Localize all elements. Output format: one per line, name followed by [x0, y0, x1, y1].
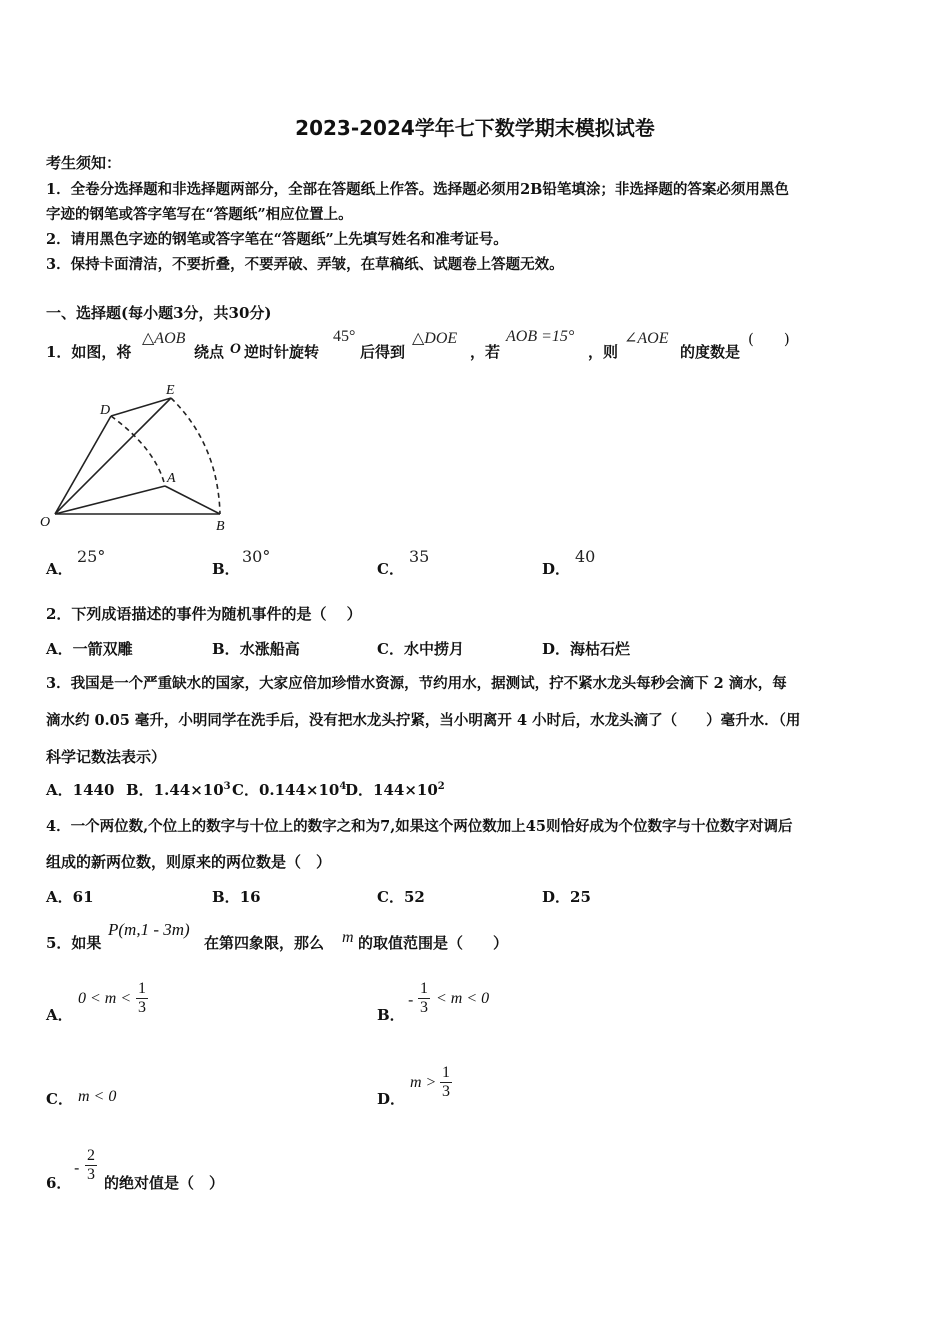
q1-option-d-letter[interactable]: D． [542, 560, 571, 578]
segment-oa [55, 486, 165, 514]
arc-eb [171, 398, 220, 514]
q3-option-a[interactable]: A．1440 [46, 781, 115, 799]
q5-option-d-fraction [440, 1064, 452, 1101]
label-o: O [40, 515, 51, 530]
q4-line-2: 组成的新两位数，则原来的两位数是（ ） [46, 853, 332, 871]
fraction-numerator: 1 [420, 980, 428, 997]
q6-fraction [85, 1147, 97, 1184]
q1-text-3: 逆时针旋转 [244, 343, 320, 361]
q2-option-d[interactable] [542, 638, 630, 659]
fraction-numerator: 1 [138, 980, 146, 997]
q2-option-a-letter: A． [46, 640, 73, 658]
q1-text-6: ，则 [588, 343, 619, 361]
q4-option-d-value: 25 [570, 888, 591, 906]
q3-line-2: 滴水约 0.05 毫升，小明同学在洗手后，没有把水龙头拧紧，当小明离开 4 小时后，水龙头滴了（ ）毫升水．（用 [46, 712, 801, 729]
q1-option-b-value: 30° [242, 547, 271, 566]
q4-option-c-letter: C． [377, 888, 404, 906]
q1-text-2: 绕点 [194, 343, 225, 361]
q5-math-point: P(m,1 - 3m) [108, 920, 190, 939]
q1-text-4: 后得到 [360, 343, 406, 361]
segment-od [55, 416, 111, 514]
q5-option-d-letter[interactable]: D． [377, 1090, 406, 1108]
q1-option-a-letter[interactable]: A． [46, 560, 73, 578]
q1-math-45: 45° [333, 328, 356, 345]
q2-option-d-value: 海枯石烂 [570, 640, 631, 658]
q4-option-c-value: 52 [403, 888, 425, 906]
q2-option-b[interactable] [212, 638, 300, 659]
q5-option-c-expr: m < 0 [78, 1088, 117, 1105]
q4-option-b[interactable] [212, 886, 261, 907]
q1-math-doe: △DOE [412, 330, 458, 347]
q3-option-b-exp: 3 [223, 781, 231, 792]
q1-option-d-value: 40 [575, 547, 596, 566]
q2-option-c-letter: C． [377, 640, 404, 658]
q1-option-b-letter[interactable]: B． [212, 560, 240, 578]
q2-option-a-value: 一箭双雕 [72, 640, 133, 658]
q5-option-b-fraction [418, 980, 430, 1017]
q1-text-1: 1．如图，将 [46, 343, 132, 361]
q3-option-c[interactable] [232, 779, 346, 800]
q1-option-c-letter[interactable]: C． [377, 560, 404, 578]
q2-option-c[interactable] [377, 638, 464, 659]
q2-option-d-letter: D． [542, 640, 571, 658]
q4-option-a-letter: A． [46, 888, 73, 906]
q4-option-a-value: 61 [72, 888, 94, 906]
fraction-denominator: 3 [442, 1083, 450, 1100]
q4-line-1: 4．一个两位数,个位上的数字与十位上的数字之和为7,如果这个两位数加上45则恰好成为个位数字与十位数字对调后 [46, 818, 793, 835]
q1-point-o: O [230, 341, 241, 357]
q2-option-c-value: 水中捞月 [403, 640, 464, 658]
q1-option-a-value: 25° [77, 547, 106, 566]
segment-ab [165, 486, 220, 514]
fraction-denominator: 3 [420, 999, 428, 1016]
q4-option-a[interactable] [46, 886, 94, 907]
q4-option-b-value: 16 [239, 888, 261, 906]
label-a: A [167, 471, 176, 486]
q1-option-c-value: 35 [409, 547, 430, 566]
q5-option-d-expr: m > [410, 1074, 437, 1091]
q4-option-c[interactable] [377, 886, 425, 907]
q3-option-d-exp: 2 [437, 781, 445, 792]
fraction-denominator: 3 [138, 999, 146, 1016]
notice-line-2: 2．请用黑色字迹的钢笔或答字笔在“答题纸”上先填写姓名和准考证号。 [46, 231, 508, 248]
q5-option-a-expr: 0 < m < [78, 990, 132, 1007]
q6-sign: - [74, 1158, 80, 1177]
notice-line-1: 1．全卷分选择题和非选择题两部分，全部在答题纸上作答。选择题必须用2B铅笔填涂；非选择题的答案必须用黑色 [46, 181, 789, 198]
section-heading: 一、选择题(每小题3分，共30分) [46, 304, 272, 322]
q4-option-b-letter: B． [212, 888, 240, 906]
q6-text: 的绝对值是（ ） [104, 1174, 225, 1192]
q5-option-a-fraction [136, 980, 148, 1017]
q5-option-a-letter[interactable]: A． [46, 1006, 73, 1024]
q2-option-b-value: 水涨船高 [239, 640, 300, 658]
label-d: D [100, 403, 111, 418]
notice-line-1b: 字迹的钢笔或答字笔写在“答题纸”相应位置上。 [46, 206, 353, 223]
q3-option-c-exp: 4 [339, 781, 347, 792]
q1-text-7: 的度数是 [680, 343, 741, 361]
fraction-numerator: 1 [442, 1064, 450, 1081]
q5-math-m: m [342, 929, 354, 946]
q3-option-b-base: B．1.44×10 [126, 781, 224, 799]
q3-option-b[interactable] [126, 779, 231, 800]
q2-option-a[interactable] [46, 638, 133, 659]
notice-line-3: 3．保持卡面清洁，不要折叠，不要弄破、弄皱，在草稿纸、试题卷上答题无效。 [46, 256, 564, 273]
q5-option-b-letter[interactable]: B． [377, 1006, 405, 1024]
q6-number: 6． [46, 1174, 72, 1192]
q5-text-3: 的取值范围是（ ） [358, 934, 509, 952]
q1-text-5: ，若 [470, 343, 501, 361]
q2-text: 2．下列成语描述的事件为随机事件的是（ ） [46, 605, 362, 623]
q1-figure [38, 374, 238, 536]
label-e: E [166, 383, 175, 398]
q5-option-b-sign: - [408, 990, 414, 1009]
q1-math-aoe: ∠AOE [624, 330, 669, 347]
notice-heading: 考生须知： [46, 154, 122, 172]
q3-option-d[interactable] [345, 779, 445, 800]
q3-line-1: 3．我国是一个严重缺水的国家，大家应倍加珍惜水资源，节约用水，据测试，拧不紧水龙头每秒会滴下 2 滴水，每 [46, 675, 787, 692]
q1-answer-paren: ( ) [748, 330, 790, 348]
q2-option-b-letter: B． [212, 640, 240, 658]
q4-option-d-letter: D． [542, 888, 571, 906]
q3-option-d-base: D．144×10 [345, 781, 438, 799]
q5-text-1: 5．如果 [46, 934, 102, 952]
q5-option-c-letter[interactable]: C． [46, 1090, 73, 1108]
page-title: 2023-2024学年七下数学期末模拟试卷 [295, 116, 655, 140]
q5-text-2: 在第四象限，那么 [204, 934, 325, 952]
q4-option-d[interactable] [542, 886, 591, 907]
q3-line-3: 科学记数法表示） [46, 748, 167, 766]
q1-math-aob: △AOB [142, 330, 186, 347]
fraction-denominator: 3 [87, 1166, 95, 1183]
label-b: B [216, 519, 225, 534]
q1-math-angle: AOB =15° [506, 328, 575, 345]
fraction-numerator: 2 [87, 1147, 95, 1164]
q3-option-c-base: C．0.144×10 [232, 781, 340, 799]
q5-option-b-expr: < m < 0 [436, 990, 490, 1007]
